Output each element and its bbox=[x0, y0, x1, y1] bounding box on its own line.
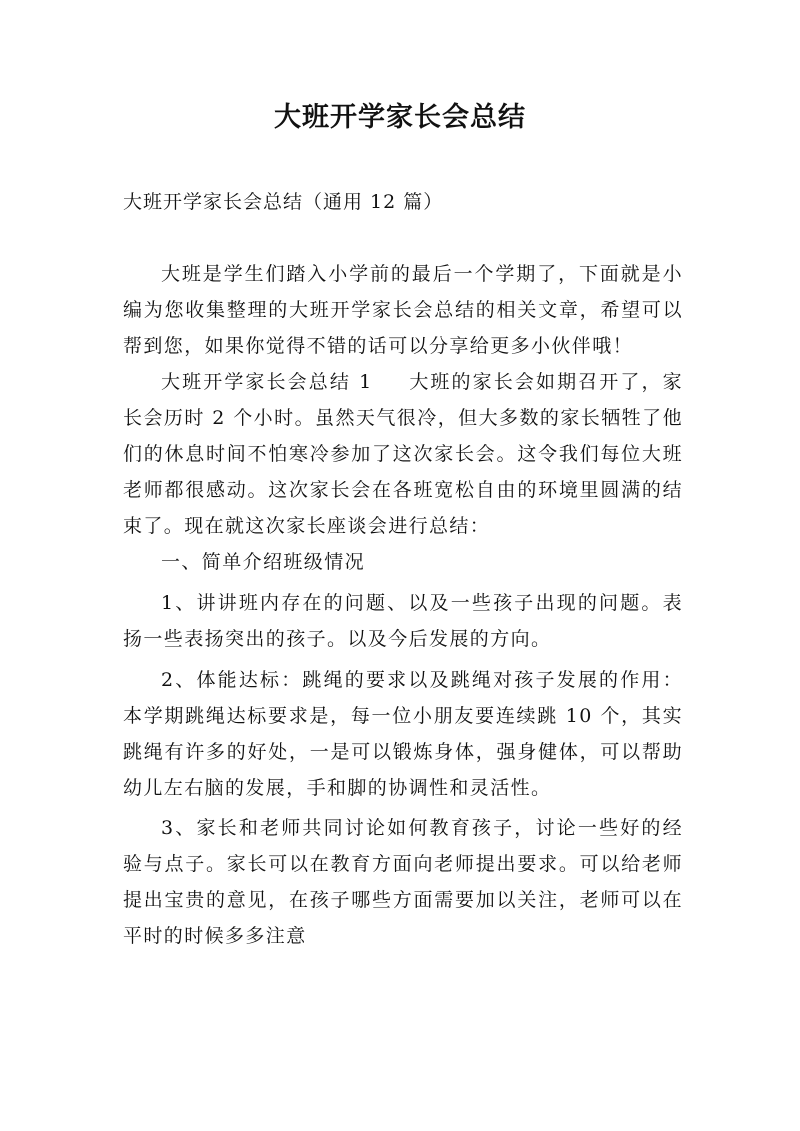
item-1-paragraph: 1、讲讲班内存在的问题、以及一些孩子出现的问题。表扬一些表扬突出的孩子。以及今后发展的方向。 bbox=[123, 592, 683, 650]
heading-class-overview: 一、简单介绍班级情况 bbox=[161, 551, 366, 573]
item-3-paragraph: 3、家长和老师共同讨论如何教育孩子，讨论一些好的经验与点子。家长可以在教育方面向老师提出要求。可以给老师提出宝贵的意见，在孩子哪些方面需要加以关注，老师可以在平时的时候多多注意 bbox=[123, 817, 683, 947]
intro-paragraph: 大班是学生们踏入小学前的最后一个学期了，下面就是小编为您收集整理的大班开学家长会总结的相关文章，希望可以帮到您，如果你觉得不错的话可以分享给更多小伙伴哦！ bbox=[123, 263, 683, 357]
document-subtitle: 大班开学家长会总结（通用 12 篇） bbox=[123, 191, 444, 213]
item-2-paragraph: 2、体能达标：跳绳的要求以及跳绳对孩子发展的作用：本学期跳绳达标要求是，每一位小朋友要连续跳 10 个，其实跳绳有许多的好处，一是可以锻炼身体，强身健体，可以帮助幼儿左右脑的发展，手和脚的协调性和灵活性。 bbox=[123, 669, 683, 799]
section1-label: 大班开学家长会总结 1 bbox=[161, 371, 373, 393]
document-title: 大班开学家长会总结 bbox=[274, 102, 526, 133]
section1-paragraph bbox=[123, 364, 683, 544]
document-body bbox=[123, 256, 683, 954]
section1-text: 大班的家长会如期召开了，家长会历时 2 个小时。虽然天气很冷，但大多数的家长牺牲了他们的休息时间不怕寒冷参加了这次家长会。这令我们每位大班老师都很感动。这次家长会在各班宽松自由的环境里圆满的结束了。现在就这次家长座谈会进行总结： bbox=[123, 371, 684, 537]
